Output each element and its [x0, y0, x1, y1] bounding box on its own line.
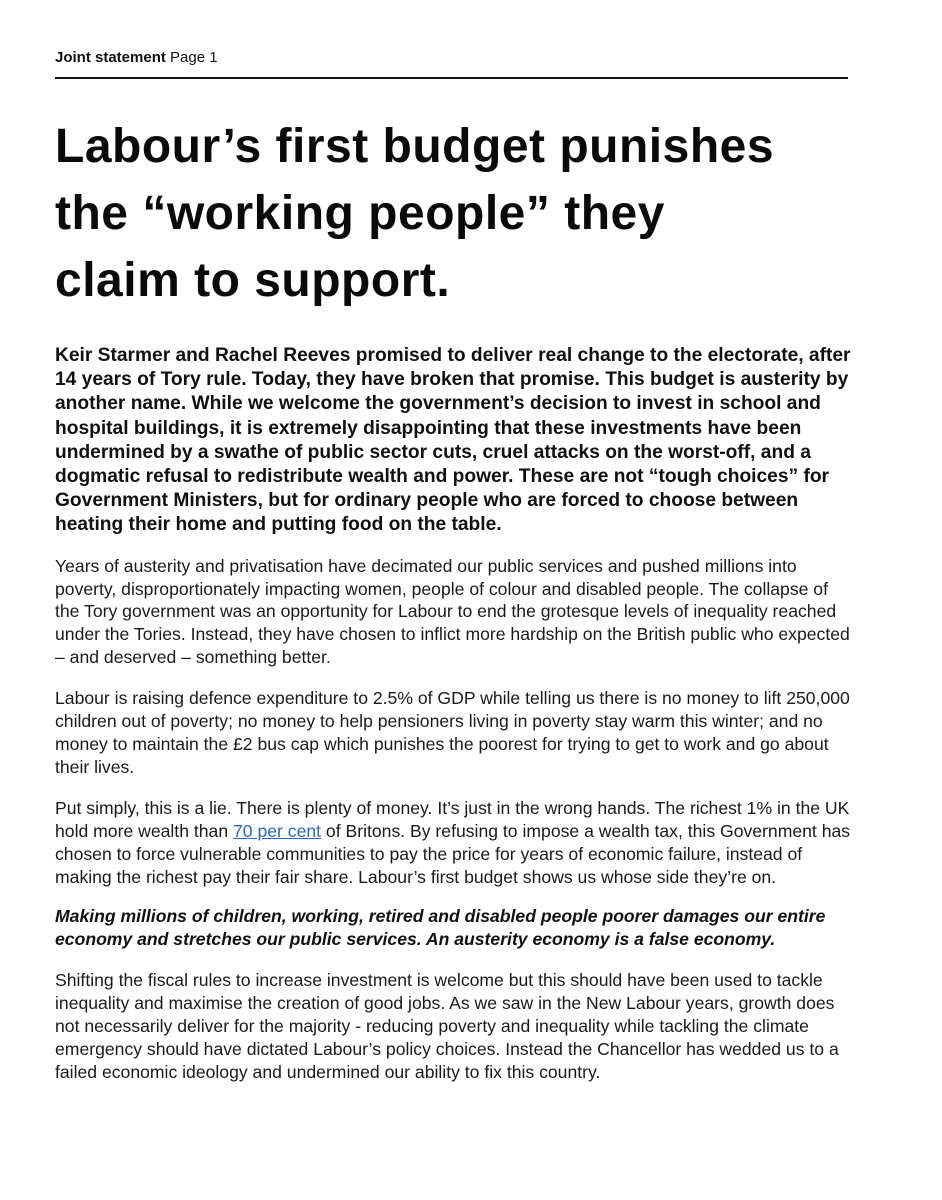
- paragraph-3-text-start: Put simply, this is a lie. There is plenty of money. It’s just in the wrong hands. The richest 1% in the UK hold more wealth than: [55, 797, 850, 841]
- page-title: [55, 113, 855, 314]
- emphasis-statement: Making millions of children, working, retired and disabled people poorer damages our entire economy and stretches our public services. An austerity economy is a false economy.: [55, 906, 826, 950]
- body-paragraph-1: Years of austerity and privatisation have decimated our public services and pushed millions into poverty, disproportionately impacting women, people of colour and disabled people. The collapse of the Tory government was an opportunity for Labour to end the grotesque levels of inequality reached under the Tories. Instead, they have chosen to inflict more hardship on the British public who expected – and deserved – something better.: [55, 555, 850, 668]
- wealth-statistic-link[interactable]: 70 per cent: [233, 820, 322, 841]
- title-line-3: claim to support.: [55, 254, 451, 307]
- document-page: [55, 48, 855, 1084]
- paragraph-3-text-end: of Britons. By refusing to impose a wealth tax, this Government has chosen to force vulnerable communities to pay the price for years of economic failure, instead of making the richest pay their fair share. Labour’s first budget shows us whose side they’re on.: [55, 820, 851, 887]
- body-paragraph-4: Shifting the fiscal rules to increase investment is welcome but this should have been used to tackle inequality and maximise the creation of good jobs. As we saw in the New Labour years, growth does not necessarily deliver for the majority - reducing poverty and inequality while tackling the climate emergency should have dictated Labour’s policy choices. Instead the Chancellor has wedded us to a failed economic ideology and undermined our ability to fix this country.: [55, 970, 839, 1083]
- header-label: Joint statement: [55, 49, 166, 66]
- page-header: [55, 48, 848, 79]
- body-paragraph-2: Labour is raising defence expenditure to 2.5% of GDP while telling us there is no money to lift 250,000 children out of poverty; no money to help pensioners living in poverty stay warm this winter; and no money to maintain the £2 bus cap which punishes the poorest for trying to get to work and go about their lives.: [55, 688, 850, 777]
- title-line-1: Labour’s first budget punishes: [55, 120, 775, 173]
- body-paragraph-3: [55, 797, 855, 889]
- title-line-2: the “working people” they: [55, 187, 665, 240]
- page-number: Page 1: [165, 49, 218, 66]
- lede-paragraph: Keir Starmer and Rachel Reeves promised to deliver real change to the electorate, after 14 years of Tory rule. Today, they have broken that promise. This budget is austerity by another name. While we welcome the government’s decision to invest in school and hospital buildings, it is extremely disappointing that these investments have been undermined by a swathe of public sector cuts, cruel attacks on the worst-off, and a dogmatic refusal to redistribute wealth and power. These are not “tough choices” for Government Ministers, but for ordinary people who are forced to choose between heating their home and putting food on the table.: [55, 345, 851, 536]
